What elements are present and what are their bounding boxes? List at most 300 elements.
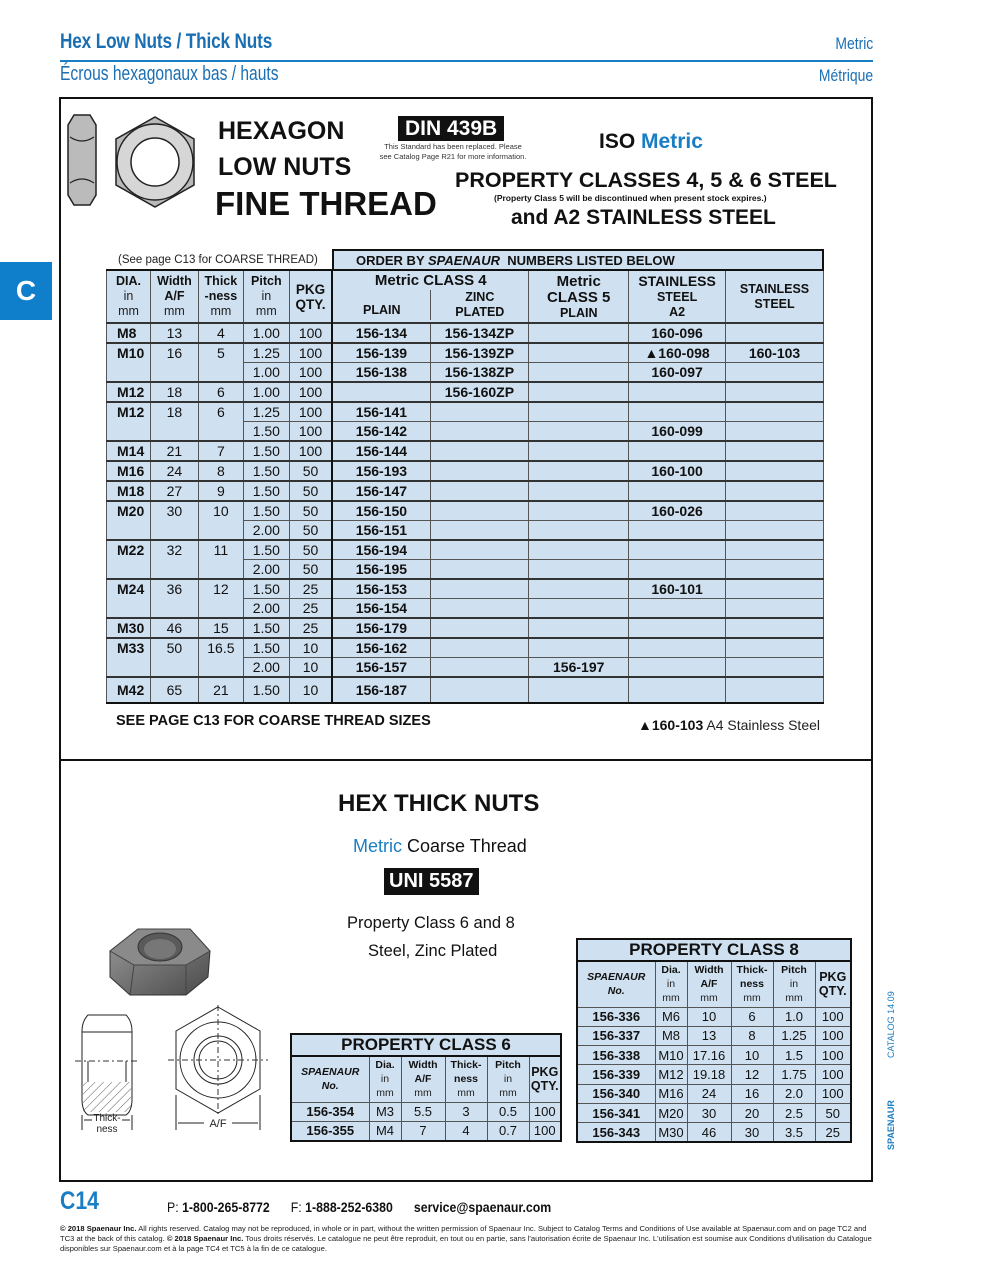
cell-pkg: 10 bbox=[289, 638, 332, 658]
cell-c5 bbox=[529, 441, 629, 461]
col-dia: Dia. in mm bbox=[369, 1056, 401, 1102]
cell-ss bbox=[726, 599, 824, 619]
cell-pkg: 100 bbox=[289, 343, 332, 363]
cell-c4-plain: 156-142 bbox=[332, 422, 430, 442]
cell-pkg: 25 bbox=[815, 1123, 851, 1142]
col-pitch: Pitch in mm bbox=[243, 270, 289, 323]
col-dia: Dia. in mm bbox=[655, 961, 687, 1007]
cell-c4-plain: 156-153 bbox=[332, 579, 430, 599]
cell-dia: M22 bbox=[107, 540, 151, 579]
cell-c4-plain: 156-139 bbox=[332, 343, 430, 363]
cell-pkg: 50 bbox=[289, 461, 332, 481]
cell-pkg: 100 bbox=[529, 1121, 561, 1140]
cell-dia: M10 bbox=[107, 343, 151, 382]
cell-pkg: 50 bbox=[289, 560, 332, 580]
property-class-note: (Property Class 5 will be discontinued when present stock expires.) bbox=[494, 193, 767, 203]
cell-dia: M3 bbox=[369, 1102, 401, 1121]
cell-width: 27 bbox=[150, 481, 198, 501]
cell-pkg: 50 bbox=[289, 481, 332, 501]
cell-c4-zinc bbox=[430, 658, 529, 678]
cell-dia: M10 bbox=[655, 1046, 687, 1065]
cell-a2 bbox=[629, 481, 726, 501]
cell-c5 bbox=[529, 422, 629, 442]
section-tab: C bbox=[0, 262, 52, 320]
header-rule bbox=[60, 60, 873, 62]
cell-width: 24 bbox=[150, 461, 198, 481]
cell-dia: M16 bbox=[107, 461, 151, 481]
cell-pitch: 1.00 bbox=[243, 363, 289, 383]
cell-c4-zinc bbox=[430, 540, 529, 560]
cell-a2 bbox=[629, 618, 726, 638]
table-row bbox=[107, 382, 824, 402]
cell-c4-plain: 156-193 bbox=[332, 461, 430, 481]
cell-ss bbox=[726, 658, 824, 678]
cell-ss bbox=[726, 618, 824, 638]
table-row bbox=[107, 540, 824, 560]
cell-pitch: 2.00 bbox=[243, 599, 289, 619]
cell-pitch: 1.00 bbox=[243, 323, 289, 343]
property-class-line: Property Class 6 and 8 bbox=[347, 914, 515, 932]
hex-thick-nut-photo bbox=[108, 925, 212, 997]
cell-dia: M30 bbox=[107, 618, 151, 638]
cell-thick: 16 bbox=[731, 1084, 773, 1103]
col-stainless: STAINLESS STEEL bbox=[726, 270, 824, 323]
brand-logo-text: SPAENAUR bbox=[886, 1100, 896, 1150]
cell-thick: 21 bbox=[198, 677, 243, 703]
cell-width: 24 bbox=[687, 1084, 731, 1103]
table-row bbox=[107, 323, 824, 343]
col-thickness: Thick- ness mm bbox=[731, 961, 773, 1007]
cell-c4-zinc bbox=[430, 677, 529, 703]
cell-c5 bbox=[529, 599, 629, 619]
cell-width: 21 bbox=[150, 441, 198, 461]
cell-pitch: 1.25 bbox=[773, 1026, 815, 1045]
uni-standard-badge: UNI 5587 bbox=[384, 868, 479, 895]
cell-width: 16 bbox=[150, 343, 198, 382]
cell-width: 50 bbox=[150, 638, 198, 677]
cell-c4-zinc bbox=[430, 461, 529, 481]
cell-dia: M8 bbox=[107, 323, 151, 343]
cell-c4-zinc bbox=[430, 402, 529, 422]
cell-ss bbox=[726, 540, 824, 560]
section-label-fr: Métrique bbox=[818, 66, 873, 85]
cell-width: 13 bbox=[687, 1026, 731, 1045]
cell-c5 bbox=[529, 677, 629, 703]
cell-ss bbox=[726, 501, 824, 521]
cell-dia: M42 bbox=[107, 677, 151, 703]
cell-thick: 15 bbox=[198, 618, 243, 638]
cell-a2: 160-099 bbox=[629, 422, 726, 442]
cell-c5 bbox=[529, 343, 629, 363]
cell-no: 156-338 bbox=[577, 1046, 655, 1065]
cell-c4-zinc bbox=[430, 422, 529, 442]
cell-c5 bbox=[529, 618, 629, 638]
cell-c4-zinc bbox=[430, 599, 529, 619]
cell-pkg: 25 bbox=[289, 579, 332, 599]
cell-pkg: 100 bbox=[815, 1084, 851, 1103]
cell-pitch: 1.50 bbox=[243, 481, 289, 501]
cell-pkg: 25 bbox=[289, 599, 332, 619]
cell-c5 bbox=[529, 363, 629, 383]
table-row bbox=[107, 402, 824, 422]
cell-a2: 160-097 bbox=[629, 363, 726, 383]
col-pkg: PKG QTY. bbox=[815, 961, 851, 1007]
cell-pkg: 25 bbox=[289, 618, 332, 638]
cell-pkg: 100 bbox=[289, 382, 332, 402]
iso-metric-label: ISO Metric bbox=[599, 130, 703, 153]
table-row bbox=[107, 461, 824, 481]
table-row bbox=[577, 1084, 851, 1103]
cell-c5 bbox=[529, 461, 629, 481]
cell-width: 18 bbox=[150, 402, 198, 441]
cell-no: 156-336 bbox=[577, 1007, 655, 1026]
cell-pitch: 1.50 bbox=[243, 501, 289, 521]
cell-ss bbox=[726, 560, 824, 580]
cell-pitch: 2.00 bbox=[243, 560, 289, 580]
cell-c4-zinc: 156-138ZP bbox=[430, 363, 529, 383]
property-class-6-table bbox=[290, 1033, 562, 1142]
cell-ss bbox=[726, 402, 824, 422]
cell-c4-plain: 156-154 bbox=[332, 599, 430, 619]
table-row bbox=[577, 1046, 851, 1065]
cell-width: 5.5 bbox=[401, 1102, 445, 1121]
class6-title: PROPERTY CLASS 6 bbox=[291, 1034, 561, 1056]
cell-c4-plain: 156-151 bbox=[332, 521, 430, 541]
cell-no: 156-343 bbox=[577, 1123, 655, 1142]
cell-pkg: 100 bbox=[815, 1007, 851, 1026]
cell-c5 bbox=[529, 481, 629, 501]
cell-width: 17.16 bbox=[687, 1046, 731, 1065]
cell-width: 19.18 bbox=[687, 1065, 731, 1084]
cell-dia: M14 bbox=[107, 441, 151, 461]
col-stainless-a2: STAINLESS STEEL A2 bbox=[629, 270, 726, 323]
table-row bbox=[577, 1103, 851, 1122]
thick-nuts-subtitle: Metric Coarse Thread bbox=[353, 836, 527, 856]
cell-c4-plain: 156-144 bbox=[332, 441, 430, 461]
cell-width: 65 bbox=[150, 677, 198, 703]
cell-pitch: 0.7 bbox=[487, 1121, 529, 1140]
cell-width: 30 bbox=[687, 1103, 731, 1122]
cell-ss bbox=[726, 422, 824, 442]
low-nut-side-icon bbox=[66, 113, 106, 207]
table-row bbox=[107, 441, 824, 461]
cell-c4-plain bbox=[332, 382, 430, 402]
cell-c4-zinc: 156-139ZP bbox=[430, 343, 529, 363]
cell-pitch: 1.5 bbox=[773, 1046, 815, 1065]
cell-pitch: 1.50 bbox=[243, 638, 289, 658]
cell-pitch: 1.0 bbox=[773, 1007, 815, 1026]
cell-dia: M18 bbox=[107, 481, 151, 501]
cell-pkg: 100 bbox=[289, 363, 332, 383]
cell-thick: 7 bbox=[198, 441, 243, 461]
cell-thick: 5 bbox=[198, 343, 243, 382]
order-by-bar: ORDER BY SPAENAUR NUMBERS LISTED BELOW bbox=[332, 249, 824, 270]
class8-title: PROPERTY CLASS 8 bbox=[577, 939, 851, 961]
cell-a2 bbox=[629, 540, 726, 560]
cell-width: 30 bbox=[150, 501, 198, 540]
cell-c4-zinc bbox=[430, 560, 529, 580]
cell-pitch: 3.5 bbox=[773, 1123, 815, 1142]
cell-pkg: 50 bbox=[289, 521, 332, 541]
cell-c5: 156-197 bbox=[529, 658, 629, 678]
stainless-heading: and A2 STAINLESS STEEL bbox=[511, 206, 776, 229]
cell-pkg: 50 bbox=[815, 1103, 851, 1122]
cell-pkg: 10 bbox=[289, 658, 332, 678]
svg-text:Thick-: Thick- bbox=[93, 1113, 121, 1124]
cell-no: 156-339 bbox=[577, 1065, 655, 1084]
cell-no: 156-355 bbox=[291, 1121, 369, 1140]
catalog-version: CATALOG 14.09 bbox=[886, 991, 896, 1058]
copyright-notice: © 2018 Spaenaur Inc. All rights reserved. Catalog may not be reproduced, in whole or in part, without the written permission of Spaenaur Inc. Subject to Catalog Terms and Conditions of Use available at Spaenaur.com and on page TC2 and TC3 at the back of this catalog. © 2018 Spaenaur Inc. Tous droits réservés. Le catalogue ne peut être reproduit, en tout ou en partie, sans l'autorisation écrite de Spaenaur Inc. L'utilisation est soumise aux Conditions d'utilisation du Catalogue disponibles sur Spaenaur.com et à la page TC4 et TC5 à la fin de ce catalogue. bbox=[60, 1224, 872, 1253]
cell-ss bbox=[726, 579, 824, 599]
col-class5: Metric CLASS 5 PLAIN bbox=[529, 270, 629, 323]
cell-a2 bbox=[629, 599, 726, 619]
cell-pkg: 100 bbox=[815, 1026, 851, 1045]
property-classes-heading: PROPERTY CLASSES 4, 5 & 6 STEEL bbox=[455, 168, 837, 192]
thick-nut-dimension-drawing bbox=[70, 1005, 270, 1135]
cell-a2: 160-100 bbox=[629, 461, 726, 481]
col-pitch: Pitch in mm bbox=[773, 961, 815, 1007]
cell-c4-plain: 156-147 bbox=[332, 481, 430, 501]
cell-c4-plain: 156-141 bbox=[332, 402, 430, 422]
cell-pkg: 100 bbox=[529, 1102, 561, 1121]
contact-line: P: 1-800-265-8772 F: 1-888-252-6380 service@spaenaur.com bbox=[167, 1199, 552, 1215]
cell-a2: 160-026 bbox=[629, 501, 726, 521]
cell-pitch: 1.50 bbox=[243, 618, 289, 638]
cell-thick: 3 bbox=[445, 1102, 487, 1121]
cell-c5 bbox=[529, 382, 629, 402]
cell-ss bbox=[726, 521, 824, 541]
col-class4: Metric CLASS 4 PLAIN ZINC PLATED bbox=[332, 270, 529, 323]
cell-a2 bbox=[629, 521, 726, 541]
col-width: Width A/F mm bbox=[401, 1056, 445, 1102]
cell-pitch: 1.25 bbox=[243, 402, 289, 422]
cell-pitch: 1.50 bbox=[243, 540, 289, 560]
din-standard-badge: DIN 439B bbox=[398, 116, 504, 141]
cell-ss bbox=[726, 363, 824, 383]
page-title-fr: Écrous hexagonaux bas / hauts bbox=[60, 63, 279, 85]
cell-a2: 160-101 bbox=[629, 579, 726, 599]
cell-pitch: 1.00 bbox=[243, 382, 289, 402]
table-row bbox=[107, 501, 824, 521]
cell-pkg: 100 bbox=[815, 1046, 851, 1065]
cell-pitch: 1.25 bbox=[243, 343, 289, 363]
cell-thick: 12 bbox=[198, 579, 243, 618]
cell-thick: 12 bbox=[731, 1065, 773, 1084]
table-row bbox=[291, 1102, 561, 1121]
cell-c5 bbox=[529, 501, 629, 521]
cell-width: 36 bbox=[150, 579, 198, 618]
cell-c4-zinc bbox=[430, 579, 529, 599]
cell-pitch: 0.5 bbox=[487, 1102, 529, 1121]
col-width: Width A/F mm bbox=[687, 961, 731, 1007]
table-row bbox=[577, 1065, 851, 1084]
svg-text:A/F: A/F bbox=[209, 1118, 227, 1130]
cell-ss bbox=[726, 461, 824, 481]
cell-dia: M33 bbox=[107, 638, 151, 677]
cell-ss bbox=[726, 481, 824, 501]
cell-thick: 9 bbox=[198, 481, 243, 501]
property-class-8-table bbox=[576, 938, 852, 1143]
cell-pitch: 1.50 bbox=[243, 441, 289, 461]
cell-width: 32 bbox=[150, 540, 198, 579]
svg-text:ness: ness bbox=[96, 1124, 118, 1135]
cell-pkg: 10 bbox=[289, 677, 332, 703]
coarse-thread-note: (See page C13 for COARSE THREAD) bbox=[118, 254, 318, 266]
cell-pitch: 1.50 bbox=[243, 422, 289, 442]
cell-thick: 6 bbox=[198, 382, 243, 402]
cell-pkg: 50 bbox=[289, 540, 332, 560]
cell-c5 bbox=[529, 402, 629, 422]
col-pkg: PKG QTY. bbox=[529, 1056, 561, 1102]
section-label: Metric bbox=[835, 34, 873, 53]
table-row bbox=[107, 481, 824, 501]
cell-width: 46 bbox=[687, 1123, 731, 1142]
table-row bbox=[107, 579, 824, 599]
cell-thick: 30 bbox=[731, 1123, 773, 1142]
cell-thick: 10 bbox=[731, 1046, 773, 1065]
cell-no: 156-337 bbox=[577, 1026, 655, 1045]
cell-thick: 4 bbox=[198, 323, 243, 343]
cell-no: 156-354 bbox=[291, 1102, 369, 1121]
cell-dia: M8 bbox=[655, 1026, 687, 1045]
cell-dia: M24 bbox=[107, 579, 151, 618]
cell-c4-zinc bbox=[430, 481, 529, 501]
cell-pkg: 100 bbox=[289, 441, 332, 461]
cell-c5 bbox=[529, 579, 629, 599]
cell-pkg: 100 bbox=[289, 323, 332, 343]
cell-c5 bbox=[529, 323, 629, 343]
a4-stainless-footnote: ▲160-103 A4 Stainless Steel bbox=[638, 717, 820, 733]
col-spaenaur-no: SPAENAUR No. bbox=[577, 961, 655, 1007]
cell-pkg: 100 bbox=[289, 402, 332, 422]
low-nut-face-icon bbox=[112, 115, 198, 209]
cell-a2 bbox=[629, 677, 726, 703]
cell-a2 bbox=[629, 441, 726, 461]
phone-number: 1-800-265-8772 bbox=[182, 1199, 270, 1215]
cell-a2 bbox=[629, 402, 726, 422]
cell-a2 bbox=[629, 638, 726, 658]
col-pitch: Pitch in mm bbox=[487, 1056, 529, 1102]
cell-thick: 6 bbox=[198, 402, 243, 441]
cell-thick: 4 bbox=[445, 1121, 487, 1140]
email-link[interactable]: service@spaenaur.com bbox=[413, 1199, 552, 1215]
cell-dia: M16 bbox=[655, 1084, 687, 1103]
cell-no: 156-341 bbox=[577, 1103, 655, 1122]
cell-thick: 20 bbox=[731, 1103, 773, 1122]
table-row bbox=[107, 343, 824, 363]
cell-ss bbox=[726, 323, 824, 343]
cell-width: 46 bbox=[150, 618, 198, 638]
cell-pkg: 50 bbox=[289, 501, 332, 521]
cell-thick: 16.5 bbox=[198, 638, 243, 677]
low-nuts-title-3: FINE THREAD bbox=[215, 185, 437, 222]
cell-c4-zinc bbox=[430, 638, 529, 658]
col-spaenaur-no: SPAENAUR No. bbox=[291, 1056, 369, 1102]
cell-c5 bbox=[529, 521, 629, 541]
cell-ss: 160-103 bbox=[726, 343, 824, 363]
cell-c4-zinc bbox=[430, 618, 529, 638]
col-pkg-qty: PKG QTY. bbox=[289, 270, 332, 323]
cell-c4-plain: 156-162 bbox=[332, 638, 430, 658]
table-row bbox=[577, 1123, 851, 1142]
cell-c5 bbox=[529, 540, 629, 560]
din-standard-note: This Standard has been replaced. Please see Catalog Page R21 for more information. bbox=[379, 142, 527, 161]
col-dia: DIA. in mm bbox=[107, 270, 151, 323]
table-row bbox=[577, 1026, 851, 1045]
cell-thick: 10 bbox=[198, 501, 243, 540]
cell-thick: 6 bbox=[731, 1007, 773, 1026]
cell-width: 18 bbox=[150, 382, 198, 402]
fax-number: 1-888-252-6380 bbox=[305, 1199, 393, 1215]
cell-pitch: 2.00 bbox=[243, 521, 289, 541]
table-row bbox=[577, 1007, 851, 1026]
cell-c4-plain: 156-195 bbox=[332, 560, 430, 580]
cell-c4-zinc bbox=[430, 501, 529, 521]
cell-a2: 160-096 bbox=[629, 323, 726, 343]
cell-c4-plain: 156-157 bbox=[332, 658, 430, 678]
cell-width: 10 bbox=[687, 1007, 731, 1026]
cell-ss bbox=[726, 382, 824, 402]
cell-c4-zinc: 156-160ZP bbox=[430, 382, 529, 402]
cell-a2 bbox=[629, 560, 726, 580]
cell-a2: ▲160-098 bbox=[629, 343, 726, 363]
section-divider bbox=[59, 759, 873, 761]
cell-pitch: 1.75 bbox=[773, 1065, 815, 1084]
cell-a2 bbox=[629, 382, 726, 402]
low-nuts-title-1: HEXAGON bbox=[218, 117, 345, 145]
cell-thick: 8 bbox=[731, 1026, 773, 1045]
cell-dia: M12 bbox=[655, 1065, 687, 1084]
col-thickness: Thick- ness mm bbox=[445, 1056, 487, 1102]
cell-pitch: 2.0 bbox=[773, 1084, 815, 1103]
material-line: Steel, Zinc Plated bbox=[368, 942, 498, 960]
table-row bbox=[107, 618, 824, 638]
coarse-sizes-footnote: SEE PAGE C13 FOR COARSE THREAD SIZES bbox=[116, 713, 431, 729]
cell-c4-plain: 156-187 bbox=[332, 677, 430, 703]
cell-dia: M12 bbox=[107, 402, 151, 441]
table-row bbox=[291, 1121, 561, 1140]
cell-thick: 8 bbox=[198, 461, 243, 481]
cell-ss bbox=[726, 677, 824, 703]
cell-dia: M4 bbox=[369, 1121, 401, 1140]
cell-ss bbox=[726, 638, 824, 658]
cell-c4-plain: 156-194 bbox=[332, 540, 430, 560]
table-row bbox=[107, 638, 824, 658]
page-number: C14 bbox=[60, 1187, 99, 1215]
cell-c4-plain: 156-134 bbox=[332, 323, 430, 343]
cell-pitch: 2.5 bbox=[773, 1103, 815, 1122]
cell-c4-zinc: 156-134ZP bbox=[430, 323, 529, 343]
cell-c4-plain: 156-179 bbox=[332, 618, 430, 638]
cell-c4-zinc bbox=[430, 521, 529, 541]
cell-pkg: 100 bbox=[289, 422, 332, 442]
low-nuts-title-2: LOW NUTS bbox=[218, 153, 352, 181]
col-width: Width A/F mm bbox=[150, 270, 198, 323]
cell-dia: M6 bbox=[655, 1007, 687, 1026]
cell-c4-plain: 156-138 bbox=[332, 363, 430, 383]
cell-c4-zinc bbox=[430, 441, 529, 461]
cell-pkg: 100 bbox=[815, 1065, 851, 1084]
cell-dia: M20 bbox=[107, 501, 151, 540]
table-row bbox=[107, 677, 824, 703]
cell-thick: 11 bbox=[198, 540, 243, 579]
cell-width: 7 bbox=[401, 1121, 445, 1140]
cell-dia: M20 bbox=[655, 1103, 687, 1122]
cell-pitch: 1.50 bbox=[243, 579, 289, 599]
cell-pitch: 2.00 bbox=[243, 658, 289, 678]
cell-pitch: 1.50 bbox=[243, 677, 289, 703]
